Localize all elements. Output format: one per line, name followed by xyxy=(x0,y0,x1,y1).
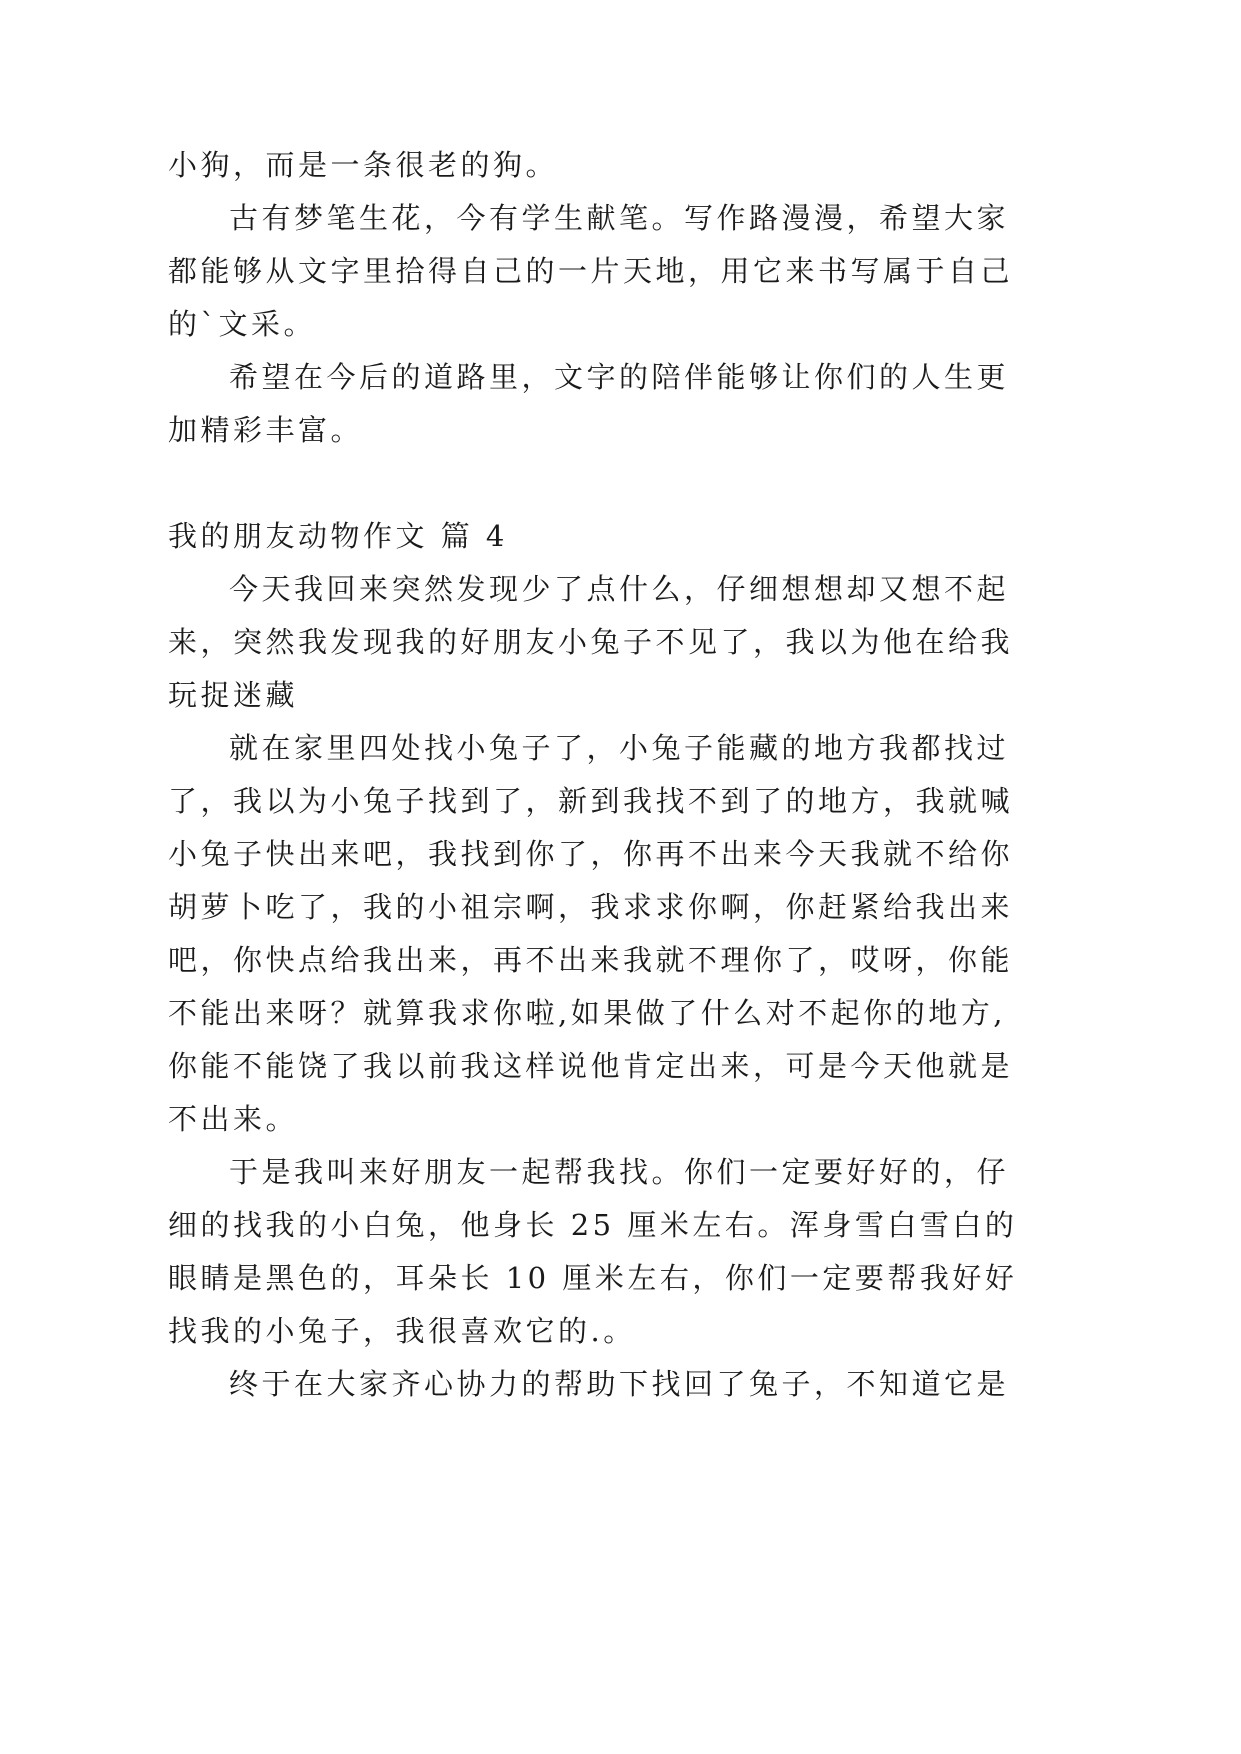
text-line: 希望在今后的道路里，文字的陪伴能够让你们的人生更 xyxy=(229,360,1010,394)
text-line: 不能出来呀？就算我求你啦,如果做了什么对不起你的地方, xyxy=(168,996,1006,1030)
text-line: 小兔子快出来吧，我找到你了，你再不出来今天我就不给你 xyxy=(168,837,1014,871)
text-line: 古有梦笔生花，今有学生献笔。写作路漫漫，希望大家 xyxy=(229,201,1010,235)
section-heading: 我的朋友动物作文 篇 4 xyxy=(168,519,508,553)
text-line: 终于在大家齐心协力的帮助下找回了兔子，不知道它是 xyxy=(229,1367,1010,1401)
text-line: 不出来。 xyxy=(168,1102,299,1136)
text-line: 今天我回来突然发现少了点什么，仔细想想却又想不起 xyxy=(229,572,1010,606)
text-line: 小狗，而是一条很老的狗。 xyxy=(168,148,559,182)
text-line: 细的找我的小白兔，他身长 25 厘米左右。浑身雪白雪白的 xyxy=(168,1208,1018,1242)
text-line: 眼睛是黑色的，耳朵长 10 厘米左右，你们一定要帮我好好 xyxy=(168,1261,1018,1295)
text-line: 胡萝卜吃了，我的小祖宗啊，我求求你啊，你赶紧给我出来 xyxy=(168,890,1014,924)
text-line: 你能不能饶了我以前我这样说他肯定出来，可是今天他就是 xyxy=(168,1049,1014,1083)
text-line: 都能够从文字里拾得自己的一片天地，用它来书写属于自己 xyxy=(168,254,1014,288)
text-line: 找我的小兔子，我很喜欢它的.。 xyxy=(168,1314,636,1348)
text-line: 于是我叫来好朋友一起帮我找。你们一定要好好的，仔 xyxy=(229,1155,1010,1189)
text-line: 玩捉迷藏 xyxy=(168,678,299,712)
text-line: 来，突然我发现我的好朋友小兔子不见了，我以为他在给我 xyxy=(168,625,1014,659)
text-line: 就在家里四处找小兔子了，小兔子能藏的地方我都找过 xyxy=(229,731,1010,765)
text-line: 吧，你快点给我出来，再不出来我就不理你了，哎呀，你能 xyxy=(168,943,1014,977)
text-line: 的`文采。 xyxy=(168,307,317,341)
text-line: 加精彩丰富。 xyxy=(168,413,364,447)
text-line: 了，我以为小兔子找到了，新到我找不到了的地方，我就喊 xyxy=(168,784,1014,818)
